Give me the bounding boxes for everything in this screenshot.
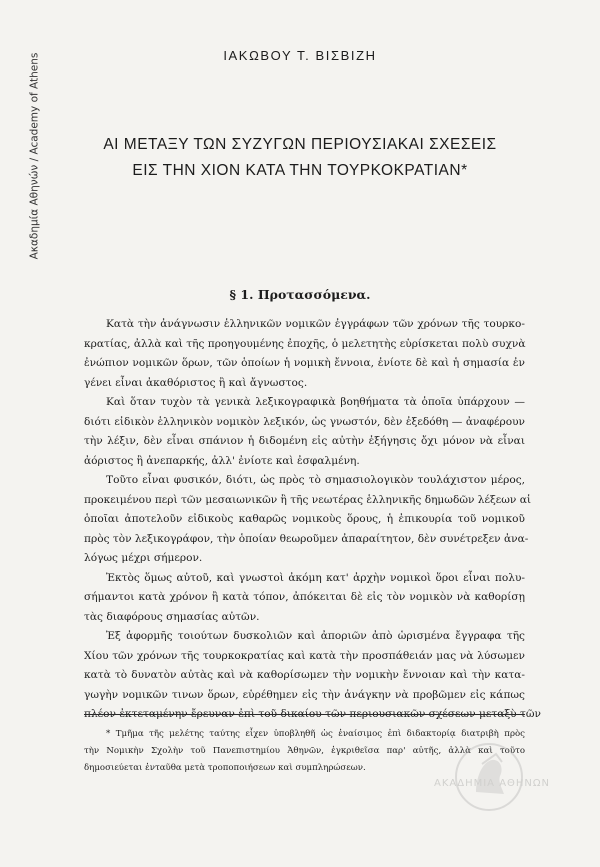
section-heading: § 1. Προτασσόμενα. [229, 287, 371, 302]
body-line: πρὸς τὸν λεξικογράφον, τὴν ὁποίαν θεωροῦμεν ἀπαραίτητον, δὲν συνέτρεξεν ἀνα- [84, 532, 529, 545]
title-line: ΑΙ ΜΕΤΑΞΥ ΤΩΝ ΣΥΖΥΓΩΝ ΠΕΡΙΟΥΣΙΑΚΑΙ ΣΧΕΣΕΙΣ [103, 136, 497, 153]
body-line: πλέον ἐκτεταμένην ἔρευναν ἐπὶ τοῦ δικαίου τῶν περιουσιακῶν σχέσεων μεταξὺ τῶν [84, 708, 541, 720]
body-line: λόγως μέχρι σήμερον. [84, 552, 203, 564]
body-line: προκειμένου περὶ τῶν μεσαιωνικῶν ἢ τῆς νεωτέρας ἑλληνικῆς δημωδῶν λέξεων αἱ [84, 493, 532, 506]
body-line: γωγὴν νομικῶν τινων ὅρων, εὑρέθημεν εἰς τὴν ἀνάγκην νὰ προβῶμεν εἰς κάπως [84, 688, 525, 701]
body-line: Ἐξ ἀφορμῆς τοιούτων δυσκολιῶν καὶ ἀποριῶν ἀπὸ ὡρισμένα ἔγγραφα τῆς [106, 630, 525, 642]
body-line: Κατὰ τὴν ἀνάγνωσιν ἑλληνικῶν νομικῶν ἐγγράφων τῶν χρόνων τῆς τουρκο- [106, 318, 525, 330]
academy-seal-icon [452, 740, 526, 814]
body-line: γένει εἶναι ἀκαθόριστος ἢ καὶ ἄγνωστος. [84, 376, 308, 389]
body-line: κατὰ τὸ δυνατὸν αὐτὰς καὶ νὰ καθορίσωμεν τὴν νομικὴν ἔννοιαν καὶ τὴν κατα- [84, 669, 525, 681]
body-line: ἀόριστος ἢ ἀνεπαρκής, ἀλλ' ἐνίοτε καὶ ἐσφαλμένη. [84, 454, 360, 467]
footnote-divider [84, 714, 525, 715]
body-line: τὴν λέξιν, δὲν εἶναι σπάνιον ἡ διδομένη εἰς αὐτὴν ἐξήγησις ὄχι μόνον νὰ εἶναι [84, 435, 525, 447]
archive-stamp [26, 36, 42, 276]
body-line: τὰς διαφόρους σημασίας αὐτῶν. [84, 610, 260, 623]
body-line: Χίου τῶν χρόνων τῆς τουρκοκρατίας καὶ κατὰ τὴν προσπάθειάν μας νὰ λύσωμεν [84, 649, 525, 662]
body-line: Καὶ ὅταν τυχὸν τὰ γενικὰ λεξικογραφικὰ βοηθήματα τὰ ὁποῖα ὑπάρχουν — [106, 396, 525, 408]
body-line: ὁποῖαι ἀποτελοῦν εἰδικοὺς καθαρῶς νομικοὺς ὅρους, ἡ ἐπικουρία τοῦ νομικοῦ [84, 513, 525, 525]
body-line: Ἐκτὸς ὅμως αὐτοῦ, καὶ γνωστοὶ ἀκόμη κατ' ἀρχὴν νομικοὶ ὅροι εἶναι πολυ- [106, 571, 525, 584]
footnote-line: δημοσιεύεται ἐνταῦθα μετὰ τροποποιήσεων καὶ συμπληρώσεων. [84, 763, 366, 773]
author-name: ΙΑΚΩΒΟΥ Τ. ΒΙΣΒΙΖΗ [223, 48, 377, 63]
body-line: ἐνώπιον νομικῶν ὅρων, τῶν ὁποίων ἡ νομικὴ ἔννοια, ἐνίοτε δὲ καὶ ἡ σημασία ἐν [84, 357, 525, 369]
body-text [84, 315, 541, 725]
article-title [60, 132, 540, 184]
body-line: κρατίας, ἀλλὰ καὶ τῆς προηγουμένης ἐποχῆς, ὁ μελετητὴς εὑρίσκεται πολὺ συχνὰ [84, 337, 526, 350]
body-line: Τοῦτο εἶναι φυσικόν, διότι, ὡς πρὸς τὸ σημασιολογικὸν τουλάχιστον μέρος, [106, 474, 525, 486]
title-line: ΕΙΣ ΤΗΝ ΧΙΟΝ ΚΑΤΑ ΤΗΝ ΤΟΥΡΚΟΚΡΑΤΙΑΝ* [132, 162, 468, 179]
archive-stamp-text: Ακαδημία Αθηνών / Academy of Athens [28, 52, 41, 260]
footnote-line: τὴν Νομικὴν Σχολὴν τοῦ Πανεπιστημίου Ἀθηνῶν, ἐγκριθεῖσα παρ' αὐτῆς, ἀλλὰ καὶ τοῦτο [84, 746, 525, 756]
footnote-line: * Τμῆμα τῆς μελέτης ταύτης εἶχεν ὑποβληθῆ ὡς ἐναίσιμος ἐπὶ διδακτορίᾳ διατριβὴ πρὸς [106, 729, 525, 739]
academy-watermark [434, 740, 584, 820]
body-line: σήμαντοι κατὰ χρόνον ἢ κατὰ τόπον, ἀπόκειται δὲ εἰς τὸν νομικὸν νὰ καθορίσῃ [84, 591, 525, 603]
watermark-text: ΑΚΑΔΗΜΙΑ ΑΘΗΝΩΝ [434, 778, 551, 789]
body-line: διότι εἰδικὸν ἑλληνικὸν νομικὸν λεξικόν, ὡς γνωστόν, δὲν ἐξεδόθη — ἀναφέρουν [84, 415, 525, 428]
